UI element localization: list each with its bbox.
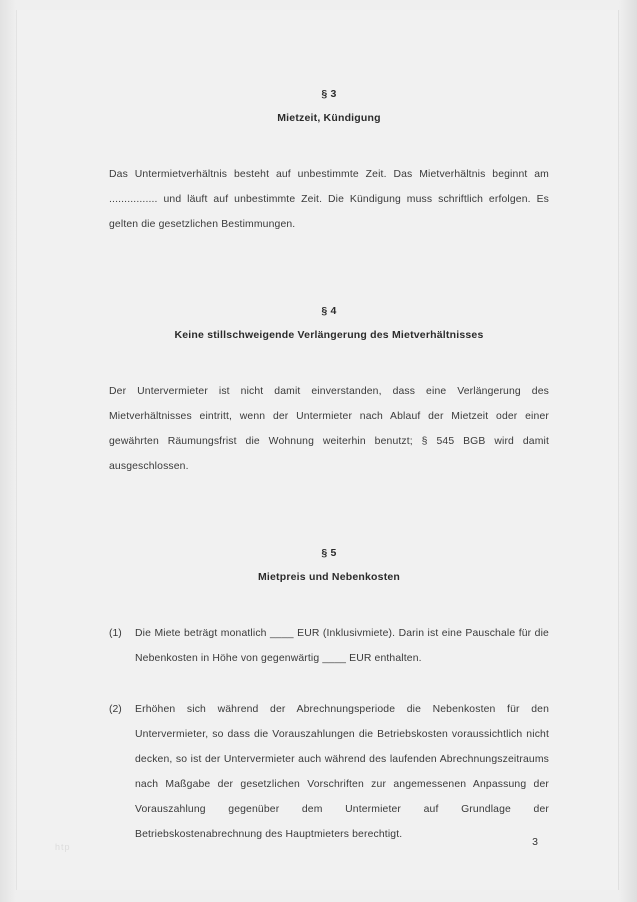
section-paragraph: Die Miete beträgt monatlich ____ EUR (Inklusivmiete). Darin ist eine Pauschale für die Nebenkosten in Höhe von gegenwärtig ____ EUR enthalten. [135, 628, 549, 664]
paragraph-marker: (1) [109, 628, 122, 639]
document-section [109, 305, 549, 479]
watermark: htp [55, 842, 71, 852]
section-spacer [109, 525, 549, 547]
section-title: Keine stillschweigende Verlängerung des Mietverhältnisses [174, 329, 484, 341]
section-title: Mietzeit, Kündigung [277, 112, 381, 124]
document-content [109, 88, 549, 893]
section-paragraph: Der Untervermieter ist nicht damit einverstanden, dass eine Verlängerung des Mietverhältnisses eintritt, wenn der Untermieter nach Ablauf der Mietzeit oder einer gewährten Räumungsfrist die Wohnung weiterhin benutzt; § 545 BGB wird damit ausgeschlossen. [109, 386, 549, 472]
section-title: Mietpreis und Nebenkosten [257, 571, 401, 583]
paper-sheet [16, 10, 619, 890]
page-number: 3 [532, 836, 538, 848]
document-section [109, 547, 549, 847]
section-spacer [109, 283, 549, 305]
numbered-paragraph [109, 621, 549, 671]
section-paragraph: Das Untermietverhältnis besteht auf unbestimmte Zeit. Das Mietverhältnis beginnt am ................ und läuft auf unbestimmte Zeit. Die Kündigung muss schriftlich erfolgen. Es gelten die gesetzlichen Bestimmungen. [109, 169, 549, 230]
section-number: § 4 [321, 305, 337, 317]
section-number: § 5 [321, 547, 337, 559]
paragraph-marker: (2) [109, 704, 122, 715]
section-number: § 3 [321, 88, 337, 100]
document-section [109, 88, 549, 237]
section-paragraph: Erhöhen sich während der Abrechnungsperiode die Nebenkosten für den Untervermieter, so dass die Vorauszahlungen die Betriebskosten voraussichtlich nicht decken, so ist der Untervermieter auch während des laufenden Abrechnungszeitraums nach Maßgabe der gesetzlichen Vorschriften zur angemessenen Anpassung der Vorauszahlung gegenüber dem Untermieter auf Grundlage der Betriebskostenabrechnung des Hauptmieters berechtigt. [135, 704, 549, 840]
numbered-paragraph [109, 697, 549, 847]
